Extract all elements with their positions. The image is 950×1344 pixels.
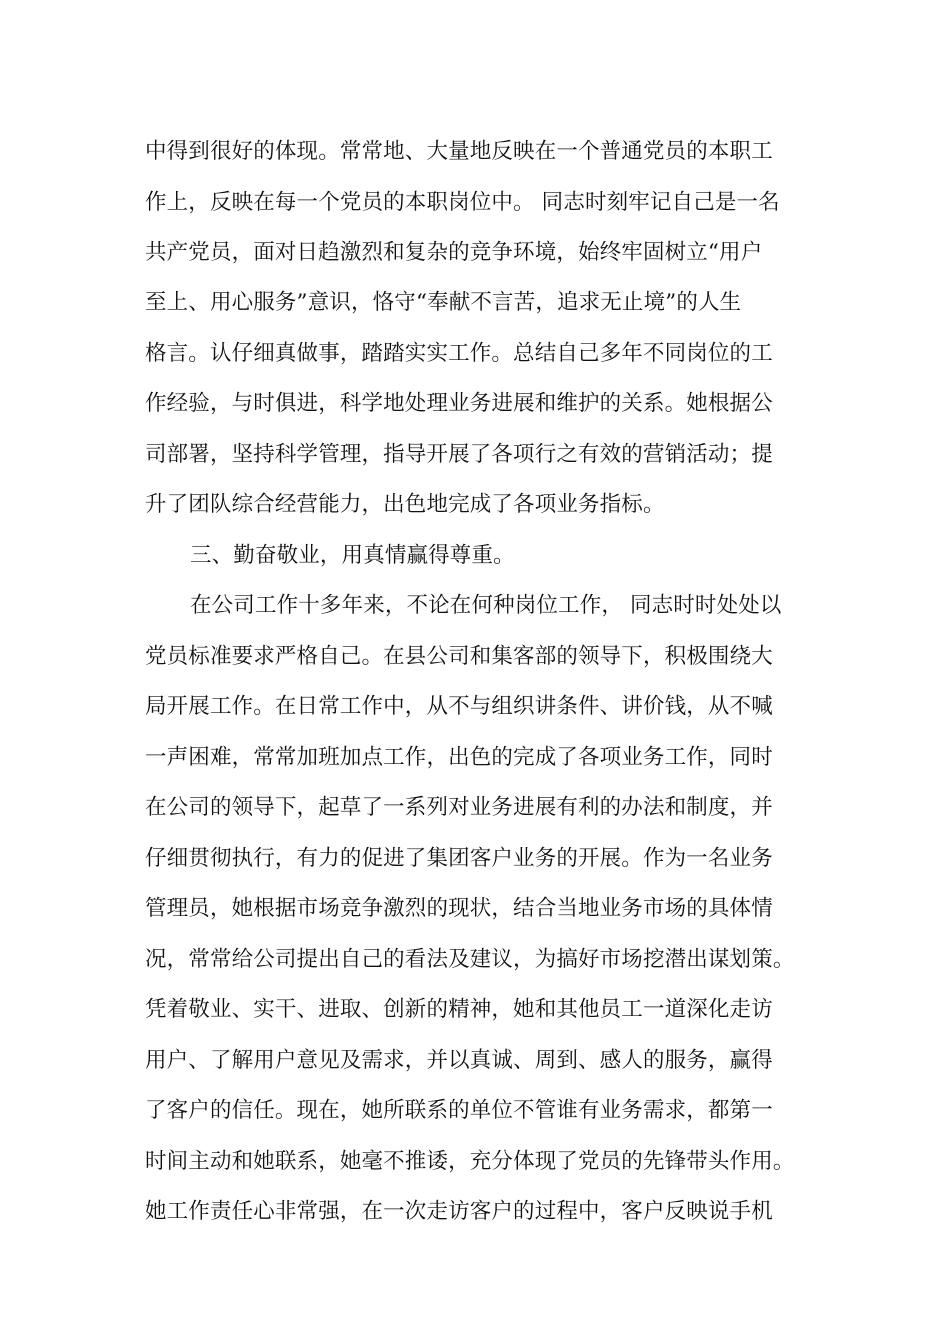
text-line: 格言。认仔细真做事，踏踏实实工作。总结自己多年不同岗位的工 [145,341,773,366]
text-line: 作经验，与时俱进，科学地处理业务进展和维护的关系。她根据公 [145,391,773,416]
section-heading: 三、勤奋敬业，用真情赢得尊重。 [190,543,515,568]
text-line: 在公司的领导下，起草了一系列对业务进展有利的办法和制度，并 [145,795,773,820]
text-line: 用户、了解用户意见及需求，并以真诚、周到、感人的服务，赢得 [145,1048,773,1073]
text-line: 司部署，坚持科学管理，指导开展了各项行之有效的营销活动；提 [145,442,773,467]
text-line: 管理员，她根据市场竞争激烈的现状，结合当地业务市场的具体情 [145,896,773,921]
text-line: 共产党员，面对日趋激烈和复杂的竞争环境，始终牢固树立“用户 [145,240,763,265]
text-line: 党员标准要求严格自己。在县公司和集客部的领导下，积极围绕大 [145,644,773,669]
text-line: 至上、用心服务”意识，恪守“奉献不言苦，追求无止境”的人生 [145,290,742,315]
text-line: 局开展工作。在日常工作中，从不与组织讲条件、讲价钱，从不喊 [145,694,773,719]
text-line: 时间主动和她联系，她毫不推诿，充分体现了党员的先锋带头作用。 [145,1149,795,1174]
text-line: 她工作责任心非常强，在一次走访客户的过程中，客户反映说手机 [145,1199,773,1224]
text-line: 了客户的信任。现在，她所联系的单位不管谁有业务需求，都第一 [145,1098,773,1123]
text-line: 作上，反映在每一个党员的本职岗位中。 同志时刻牢记自己是一名 [145,190,780,215]
text-line: 况，常常给公司提出自己的看法及建议，为搞好市场挖潜出谋划策。 [145,947,795,972]
text-line: 在公司工作十多年来，不论在何种岗位工作， 同志时时处处以 [190,593,782,618]
text-line: 仔细贯彻执行，有力的促进了集团客户业务的开展。作为一名业务 [145,846,773,871]
text-line: 凭着敬业、实干、进取、创新的精神，她和其他员工一道深化走访 [145,997,773,1022]
text-line: 升了团队综合经营能力，出色地完成了各项业务指标。 [145,492,665,517]
text-line: 中得到很好的体现。常常地、大量地反映在一个普通党员的本职工 [145,139,773,164]
text-line: 一声困难，常常加班加点工作，出色的完成了各项业务工作，同时 [145,745,773,770]
